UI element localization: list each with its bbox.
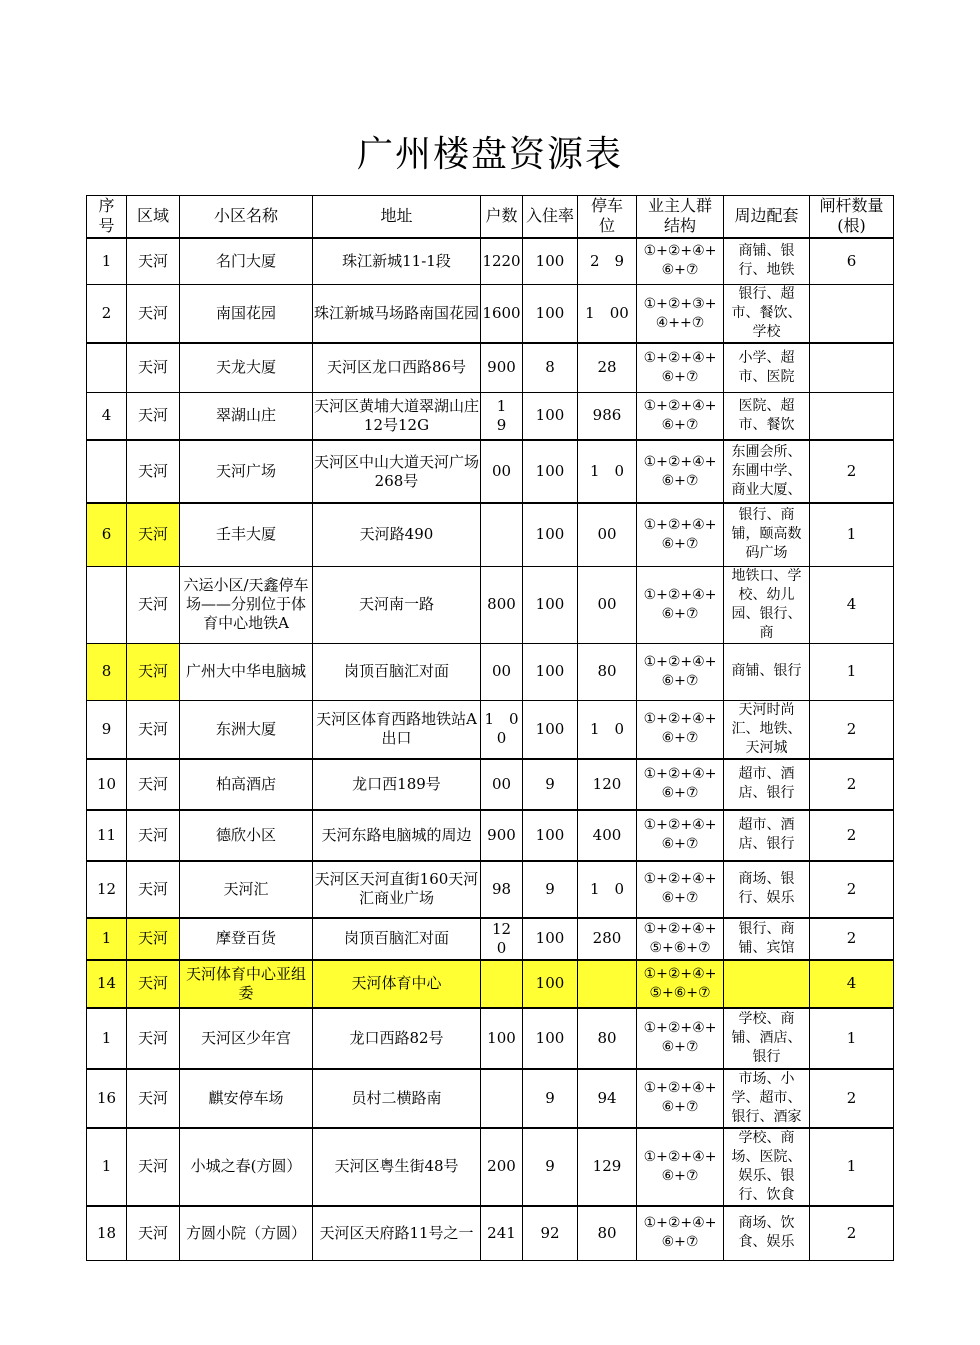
- cell-address: 天河南一路: [313, 566, 481, 643]
- cell-no: 1: [87, 238, 127, 285]
- cell-surroundings: 银行、超市、餐饮、学校: [724, 285, 810, 344]
- header-no: 序 号: [87, 196, 127, 238]
- table-row: [87, 1069, 894, 1128]
- cell-area: 天河: [127, 918, 180, 960]
- cell-parking: 129: [578, 1128, 637, 1206]
- header-units: 户数: [481, 196, 523, 238]
- cell-units: 200: [481, 1128, 523, 1206]
- cell-address: 龙口西189号: [313, 759, 481, 810]
- cell-area: 天河: [127, 960, 180, 1008]
- cell-no: [87, 343, 127, 392]
- cell-no: 1: [87, 918, 127, 960]
- cell-name: 小城之春(方圆）: [180, 1128, 313, 1206]
- cell-no: 6: [87, 503, 127, 566]
- cell-name: 天龙大厦: [180, 343, 313, 392]
- cell-address: 员村二横路南: [313, 1069, 481, 1128]
- table-body: [87, 238, 894, 1261]
- page-title: 广州楼盘资源表: [356, 134, 623, 175]
- cell-occupancy: 100: [523, 566, 578, 643]
- cell-surroundings: 银行、商铺，颐高数码广场: [724, 503, 810, 566]
- cell-address: 珠江新城11-1段: [313, 238, 481, 285]
- cell-parking: 80: [578, 643, 637, 700]
- cell-surroundings: 市场、小学、超市、银行、酒家: [724, 1069, 810, 1128]
- cell-name: 壬丰大厦: [180, 503, 313, 566]
- cell-area: 天河: [127, 440, 180, 503]
- cell-gates: [810, 343, 894, 392]
- cell-occupancy: 100: [523, 440, 578, 503]
- cell-address: 岗顶百脑汇对面: [313, 918, 481, 960]
- cell-area: 天河: [127, 566, 180, 643]
- cell-address: 天河区龙口西路86号: [313, 343, 481, 392]
- cell-area: 天河: [127, 503, 180, 566]
- cell-gates: [810, 392, 894, 440]
- cell-gates: 2: [810, 861, 894, 918]
- table-row: [87, 700, 894, 759]
- cell-area: 天河: [127, 285, 180, 344]
- cell-units: 00: [481, 759, 523, 810]
- cell-owners: ①+②+④+⑥+⑦: [637, 440, 724, 503]
- cell-occupancy: 100: [523, 238, 578, 285]
- cell-parking: 986: [578, 392, 637, 440]
- cell-occupancy: 100: [523, 1008, 578, 1069]
- cell-parking: 1 00: [578, 285, 637, 344]
- header-row: [87, 196, 894, 238]
- cell-surroundings: 超市、酒店、银行: [724, 759, 810, 810]
- cell-gates: 1: [810, 1128, 894, 1206]
- table-row: [87, 566, 894, 643]
- cell-surroundings: 小学、超市、医院: [724, 343, 810, 392]
- cell-owners: ①+②+④+⑥+⑦: [637, 861, 724, 918]
- cell-owners: ①+②+④+⑥+⑦: [637, 1128, 724, 1206]
- cell-name: 摩登百货: [180, 918, 313, 960]
- table-row: [87, 238, 894, 285]
- cell-occupancy: 9: [523, 861, 578, 918]
- cell-occupancy: 100: [523, 810, 578, 861]
- cell-occupancy: 100: [523, 285, 578, 344]
- cell-gates: 2: [810, 810, 894, 861]
- cell-surroundings: 商铺、银行: [724, 643, 810, 700]
- cell-occupancy: 9: [523, 1128, 578, 1206]
- cell-occupancy: 100: [523, 392, 578, 440]
- cell-name: 方圆小院（方圆）: [180, 1206, 313, 1261]
- cell-no: 14: [87, 960, 127, 1008]
- cell-name: 柏高酒店: [180, 759, 313, 810]
- table-row: [87, 440, 894, 503]
- cell-owners: ①+②+④+⑥+⑦: [637, 810, 724, 861]
- cell-address: 天河区中山大道天河广场268号: [313, 440, 481, 503]
- table-row: [87, 285, 894, 344]
- cell-parking: 94: [578, 1069, 637, 1128]
- table-row: [87, 392, 894, 440]
- cell-area: 天河: [127, 1008, 180, 1069]
- table-row: [87, 643, 894, 700]
- table-row: [87, 810, 894, 861]
- cell-surroundings: 银行、商铺、宾馆: [724, 918, 810, 960]
- cell-parking: 80: [578, 1206, 637, 1261]
- cell-no: 10: [87, 759, 127, 810]
- cell-gates: 2: [810, 1206, 894, 1261]
- cell-units: 1600: [481, 285, 523, 344]
- cell-address: 天河体育中心: [313, 960, 481, 1008]
- cell-parking: 400: [578, 810, 637, 861]
- cell-no: [87, 566, 127, 643]
- cell-units: 900: [481, 810, 523, 861]
- cell-name: 麒安停车场: [180, 1069, 313, 1128]
- cell-owners: ①+②+④+⑥+⑦: [637, 238, 724, 285]
- header-owners: 业主人群 结构: [637, 196, 724, 238]
- cell-area: 天河: [127, 643, 180, 700]
- cell-occupancy: 100: [523, 700, 578, 759]
- cell-address: 天河区天河直街160天河汇商业广场: [313, 861, 481, 918]
- cell-name: 天河汇: [180, 861, 313, 918]
- cell-parking: 28: [578, 343, 637, 392]
- cell-parking: [578, 960, 637, 1008]
- cell-name: 德欣小区: [180, 810, 313, 861]
- cell-gates: 4: [810, 960, 894, 1008]
- cell-owners: ①+②+④+⑤+⑥+⑦: [637, 918, 724, 960]
- cell-no: 4: [87, 392, 127, 440]
- cell-name: 名门大厦: [180, 238, 313, 285]
- cell-name: 翠湖山庄: [180, 392, 313, 440]
- cell-name: 六运小区/天鑫停车场——分别位于体育中心地铁A: [180, 566, 313, 643]
- table-row: [87, 861, 894, 918]
- cell-surroundings: [724, 960, 810, 1008]
- cell-units: [481, 503, 523, 566]
- cell-units: 241: [481, 1206, 523, 1261]
- cell-name: 东洲大厦: [180, 700, 313, 759]
- cell-name: 南国花园: [180, 285, 313, 344]
- cell-no: 8: [87, 643, 127, 700]
- table-row: [87, 503, 894, 566]
- cell-surroundings: 商场、银行、娱乐: [724, 861, 810, 918]
- cell-occupancy: 100: [523, 503, 578, 566]
- cell-gates: 2: [810, 700, 894, 759]
- cell-surroundings: 天河时尚汇、地铁、天河城: [724, 700, 810, 759]
- cell-units: 100: [481, 1008, 523, 1069]
- cell-parking: 1 0: [578, 861, 637, 918]
- cell-parking: 280: [578, 918, 637, 960]
- cell-address: 珠江新城马场路南国花园: [313, 285, 481, 344]
- cell-occupancy: 9: [523, 1069, 578, 1128]
- cell-gates: 4: [810, 566, 894, 643]
- cell-occupancy: 9: [523, 759, 578, 810]
- cell-area: 天河: [127, 343, 180, 392]
- cell-area: 天河: [127, 861, 180, 918]
- cell-occupancy: 100: [523, 643, 578, 700]
- cell-units: 1 00: [481, 700, 523, 759]
- cell-area: 天河: [127, 1128, 180, 1206]
- cell-area: 天河: [127, 392, 180, 440]
- cell-units: 800: [481, 566, 523, 643]
- cell-address: 天河区体育西路地铁站A出口: [313, 700, 481, 759]
- cell-no: 1: [87, 1128, 127, 1206]
- cell-occupancy: 8: [523, 343, 578, 392]
- cell-occupancy: 100: [523, 960, 578, 1008]
- cell-gates: 1: [810, 503, 894, 566]
- cell-occupancy: 92: [523, 1206, 578, 1261]
- header-occupancy: 入住率: [523, 196, 578, 238]
- cell-gates: [810, 285, 894, 344]
- header-gates: 闸杆数量 (根): [810, 196, 894, 238]
- cell-address: 天河路490: [313, 503, 481, 566]
- cell-units: [481, 1069, 523, 1128]
- property-table: [86, 195, 894, 1261]
- cell-surroundings: 商场、饮食、娱乐: [724, 1206, 810, 1261]
- cell-parking: 1 0: [578, 700, 637, 759]
- cell-no: 1: [87, 1008, 127, 1069]
- cell-parking: 1 0: [578, 440, 637, 503]
- cell-address: 天河东路电脑城的周边: [313, 810, 481, 861]
- cell-gates: 2: [810, 759, 894, 810]
- header-area: 区域: [127, 196, 180, 238]
- cell-address: 天河区粤生街48号: [313, 1128, 481, 1206]
- table-row: [87, 759, 894, 810]
- cell-surroundings: 学校、商场、医院、娱乐、银行、饮食: [724, 1128, 810, 1206]
- cell-owners: ①+②+④+⑤+⑥+⑦: [637, 960, 724, 1008]
- cell-owners: ①+②+④+⑥+⑦: [637, 1206, 724, 1261]
- table-row: [87, 343, 894, 392]
- cell-area: 天河: [127, 700, 180, 759]
- header-address: 地址: [313, 196, 481, 238]
- cell-name: 广州大中华电脑城: [180, 643, 313, 700]
- cell-surroundings: 商铺、银行、地铁: [724, 238, 810, 285]
- cell-owners: ①+②+④+⑥+⑦: [637, 503, 724, 566]
- cell-units: 12 0: [481, 918, 523, 960]
- table-row: [87, 1206, 894, 1261]
- cell-gates: 2: [810, 918, 894, 960]
- cell-units: [481, 960, 523, 1008]
- cell-units: 900: [481, 343, 523, 392]
- cell-owners: ①+②+④+⑥+⑦: [637, 700, 724, 759]
- header-surroundings: 周边配套: [724, 196, 810, 238]
- cell-parking: 00: [578, 566, 637, 643]
- cell-no: 2: [87, 285, 127, 344]
- table-row: [87, 1128, 894, 1206]
- cell-name: 天河广场: [180, 440, 313, 503]
- cell-parking: 2 9: [578, 238, 637, 285]
- cell-owners: ①+②+④+⑥+⑦: [637, 1069, 724, 1128]
- table-row: [87, 918, 894, 960]
- cell-area: 天河: [127, 759, 180, 810]
- cell-surroundings: 东圃会所、东圃中学、商业大厦、: [724, 440, 810, 503]
- cell-gates: 1: [810, 643, 894, 700]
- cell-surroundings: 地铁口、学校、幼儿园、银行、商: [724, 566, 810, 643]
- cell-parking: 80: [578, 1008, 637, 1069]
- table-row: [87, 960, 894, 1008]
- header-parking: 停车 位: [578, 196, 637, 238]
- cell-owners: ①+②+④+⑥+⑦: [637, 1008, 724, 1069]
- cell-no: 16: [87, 1069, 127, 1128]
- cell-name: 天河体育中心亚组委: [180, 960, 313, 1008]
- cell-area: 天河: [127, 810, 180, 861]
- cell-units: 00: [481, 440, 523, 503]
- cell-surroundings: 超市、酒店、银行: [724, 810, 810, 861]
- cell-area: 天河: [127, 1069, 180, 1128]
- cell-address: 龙口西路82号: [313, 1008, 481, 1069]
- table-row: [87, 1008, 894, 1069]
- cell-no: [87, 440, 127, 503]
- cell-surroundings: 学校、商铺、酒店、银行: [724, 1008, 810, 1069]
- cell-owners: ①+②+④+⑥+⑦: [637, 643, 724, 700]
- cell-owners: ①+②+④+⑥+⑦: [637, 392, 724, 440]
- cell-parking: 00: [578, 503, 637, 566]
- cell-address: 天河区天府路11号之一: [313, 1206, 481, 1261]
- cell-gates: 2: [810, 440, 894, 503]
- cell-parking: 120: [578, 759, 637, 810]
- cell-no: 11: [87, 810, 127, 861]
- cell-units: 00: [481, 643, 523, 700]
- header-name: 小区名称: [180, 196, 313, 238]
- cell-units: 1220: [481, 238, 523, 285]
- cell-no: 12: [87, 861, 127, 918]
- cell-gates: 1: [810, 1008, 894, 1069]
- cell-address: 天河区黄埔大道翠湖山庄12号12G: [313, 392, 481, 440]
- cell-gates: 2: [810, 1069, 894, 1128]
- cell-owners: ①+②+④+⑥+⑦: [637, 566, 724, 643]
- cell-gates: 6: [810, 238, 894, 285]
- cell-owners: ①+②+③+④++⑦: [637, 285, 724, 344]
- cell-name: 天河区少年宫: [180, 1008, 313, 1069]
- cell-no: 9: [87, 700, 127, 759]
- cell-occupancy: 100: [523, 918, 578, 960]
- cell-address: 岗顶百脑汇对面: [313, 643, 481, 700]
- cell-owners: ①+②+④+⑥+⑦: [637, 759, 724, 810]
- cell-area: 天河: [127, 238, 180, 285]
- cell-no: 18: [87, 1206, 127, 1261]
- cell-units: 1 9: [481, 392, 523, 440]
- cell-area: 天河: [127, 1206, 180, 1261]
- cell-units: 98: [481, 861, 523, 918]
- cell-owners: ①+②+④+⑥+⑦: [637, 343, 724, 392]
- cell-surroundings: 医院、超市、餐饮: [724, 392, 810, 440]
